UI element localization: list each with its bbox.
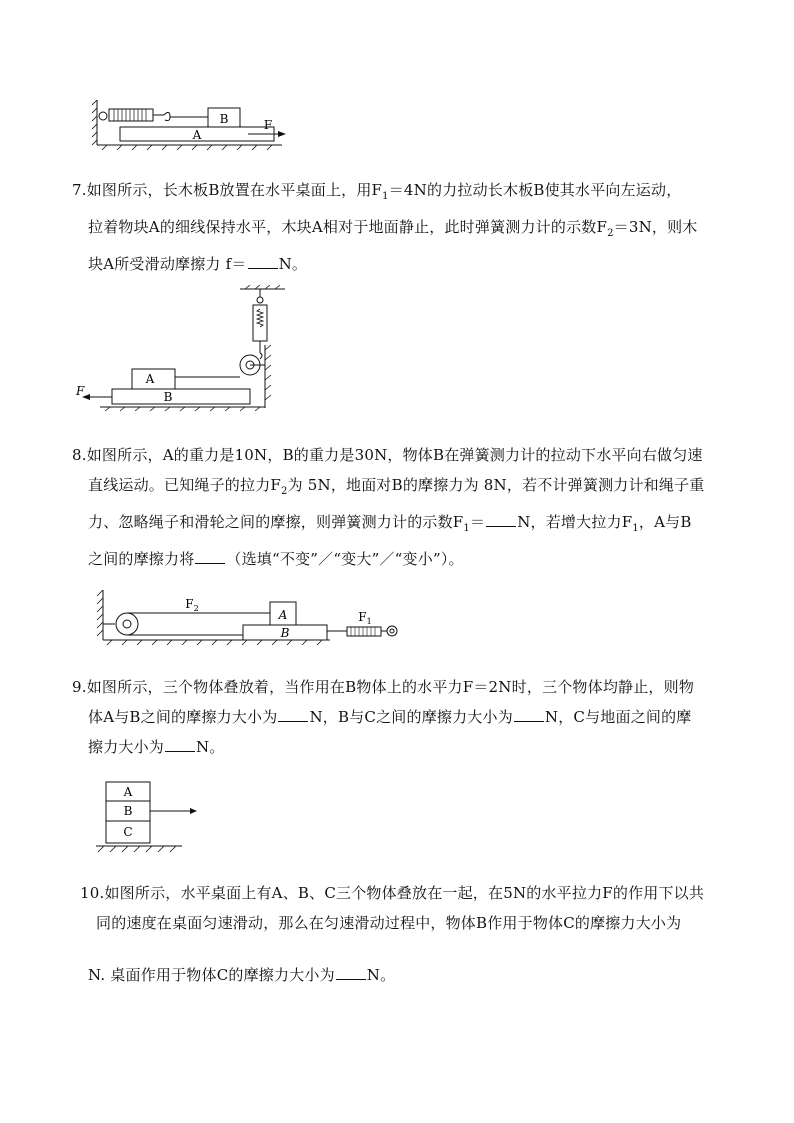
q10-answer-blank[interactable] xyxy=(336,965,366,980)
fig6-board-label: A xyxy=(192,128,202,142)
fig6-force-label: F xyxy=(263,118,273,132)
q7-answer-blank[interactable] xyxy=(248,254,278,269)
figure-q9 xyxy=(92,778,202,860)
q7-number: 7. xyxy=(72,181,87,199)
q9-answer-blank-2[interactable] xyxy=(514,707,544,722)
fig6-block-label: B xyxy=(219,112,229,126)
fig7-block-label: A xyxy=(145,372,155,386)
question-7: 7.如图所示，长木板B放置在水平桌面上，用$F_1=4N$的力拉动长木板B使其水平向左运动， 拉着物块A的细线保持水平，木块A相对于地面静止，此时弹簧测力计的示数$F_2=3N$，则木 块A所受滑动摩擦力 f＝ N。 xyxy=(72,181,698,273)
fig9-block-c-label: C xyxy=(123,825,133,839)
fig7-force-label: F xyxy=(76,384,85,398)
fig8-f1-label: $F_1$ xyxy=(358,610,372,626)
q9-number: 9. xyxy=(72,678,87,696)
q10-number: 10. xyxy=(80,884,105,902)
q9-answer-blank-3[interactable] xyxy=(165,737,195,752)
fig9-block-a-label: A xyxy=(123,785,133,799)
q8-answer-blank-1[interactable] xyxy=(486,512,516,527)
figure-q8 xyxy=(95,588,405,650)
fig8-board-label: B xyxy=(280,626,290,640)
q9-answer-blank-1[interactable] xyxy=(278,707,308,722)
q8-number: 8. xyxy=(72,446,87,464)
fig9-block-b-label: B xyxy=(123,804,133,818)
q8-answer-blank-2[interactable] xyxy=(195,549,225,564)
question-9: 9.如图所示，三个物体叠放着，当作用在B物体上的水平力F＝2N时，三个物体均静止，则物 体A与B之间的摩擦力大小为 N，B与C之间的摩擦力大小为 N，C与地面之间的摩 擦力大小为 N。 xyxy=(72,678,695,756)
figure-q6 xyxy=(92,95,292,153)
question-10: 10.如图所示，水平桌面上有A、B、C三个物体叠放在一起，在5N的水平拉力F的作用下以共 同的速度在桌面匀速滑动，那么在匀速滑动过程中，物体B作用于物体C的摩擦力大小为 N. 桌面作用于物体C的摩擦力大小为 N。 xyxy=(80,884,705,984)
fig8-f2-label: $F_2$ xyxy=(185,597,199,613)
fig8-block-label: A xyxy=(278,608,288,622)
fig7-board-label: B xyxy=(163,390,173,404)
figure-q7 xyxy=(70,285,290,415)
question-8: 8.如图所示，A的重力是10N，B的重力是30N，物体B在弹簧测力计的拉动下水平向右做匀速 直线运动。已知绳子的拉力$F_2$为 5N，地面对B的摩擦力为 8N，若不计弹簧测力计和绳子重 力、忽略绳子和滑轮之间的摩擦，则弹簧测力计的示数$F_1= N$，若增大拉力$F_1$，A与B 之间的摩擦力将 （选填“不变”／“变大”／“变小”）。 xyxy=(72,446,705,568)
